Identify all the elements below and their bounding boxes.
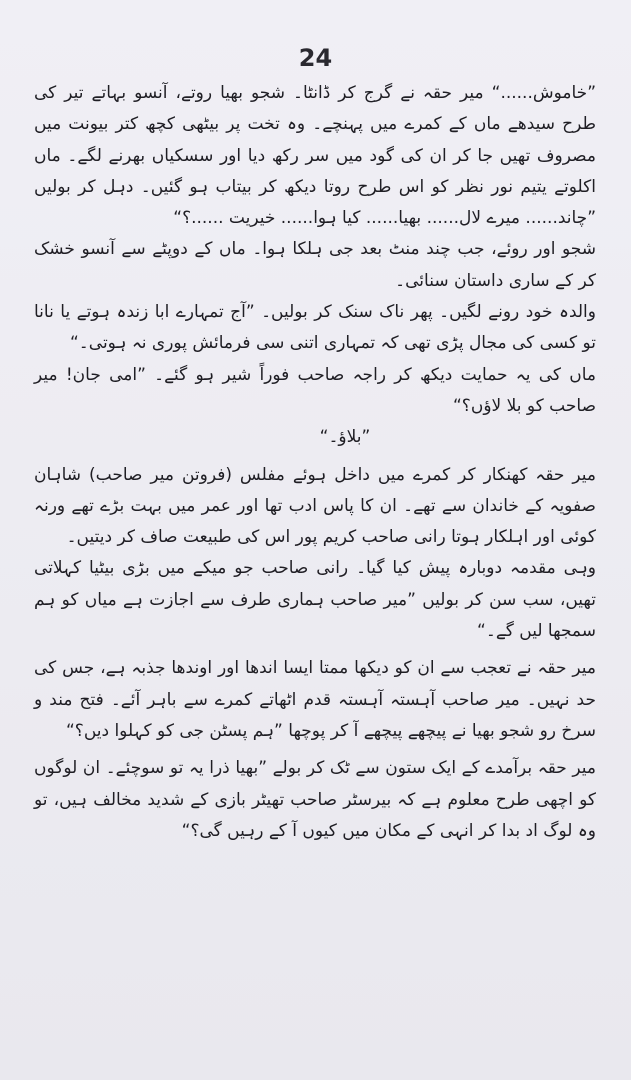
body-text (34, 78, 596, 847)
paragraph: ماں کی یہ حمایت دیکھ کر راجہ صاحب فوراً شیر ہو گئے۔ ”امی جان! میر صاحب کو بلا لاؤں؟“ (34, 364, 596, 416)
paragraph: میر حقہ نے تعجب سے ان کو دیکھا ممتا ایسا اندھا اور اوندھا جذبہ ہے، جس کی حد نہیں۔ میر صاحب آہستہ آہستہ قدم اٹھاتے کمرے سے باہر آئے۔ فتح مند و سرخ رو شجو بھیا نے پیچھے پیچھے آ کر پوچھا ”ہم پسٹن جی کو کہلوا دیں؟“ (34, 658, 596, 741)
page-number: 24 (298, 44, 333, 72)
paragraph: میر حقہ کھنکار کر کمرے میں داخل ہوئے مفلس (فروتن میر صاحب) شاہان صفویہ کے خاندان سے تھے۔ ان کا پاس ادب تھا اور عمر میں بہت بڑے تھے ورنہ کوئی اور اہلکار ہوتا رانی صاحب کریم پور اس کی طبیعت صاف کر دیتیں۔ (34, 464, 596, 548)
paragraph: میر حقہ برآمدے کے ایک ستون سے ٹک کر بولے ”بھیا ذرا یہ تو سوچئے۔ ان لوگوں کو اچھی طرح معلوم ہے کہ بیرسٹر صاحب تھیٹر بازی کے شدید مخالف ہیں، تو وہ لوگ اد بدا کر انہی کے مکان میں کیوں آ کے رہیں گی؟“ (34, 758, 596, 841)
paragraph: شجو اور روئے، جب چند منٹ بعد جی ہلکا ہوا۔ ماں کے دوپٹے سے آنسو خشک کر کے ساری داستان سنائی۔ (34, 239, 596, 291)
paragraph: ”خاموش......“ میر حقہ نے گرج کر ڈانٹا۔ شجو بھیا روتے، آنسو بہاتے تیر کی طرح سیدھے ماں کے کمرے میں پہنچے۔ وہ تخت پر بیٹھی کچھ کتر بیونت میں مصروف تھیں جا کر ان کی گود میں سر رکھ دیا اور سسکیاں بھرنے لگے۔ ماں اکلوتے یتیم نور نظر کو اس طرح روتا دیکھ کر بیتاب ہو گئیں۔ دہل کر بولیں ”چاند...... میرے لال...... بھیا...... کیا ہوا...... خیریت ......؟“ (34, 83, 596, 229)
paragraph: والدہ خود رونے لگیں۔ پھر ناک سنک کر بولیں۔ ”آج تمہارے ابا زندہ ہوتے یا نانا تو کسی کی مجال پڑی تھی کہ تمہاری اتنی سی فرمائش پوری نہ ہوتی۔“ (34, 302, 596, 354)
paragraph: وہی مقدمہ دوبارہ پیش کیا گیا۔ رانی صاحب جو میکے میں بڑی بیٹیا کہلاتی تھیں، سب سن کر بولیں ”میر صاحب ہماری طرف سے اجازت ہے میاں کو ہم سمجھا لیں گے۔“ (34, 558, 596, 642)
paragraph-dialogue: ”بلاؤ۔“ (319, 427, 371, 448)
